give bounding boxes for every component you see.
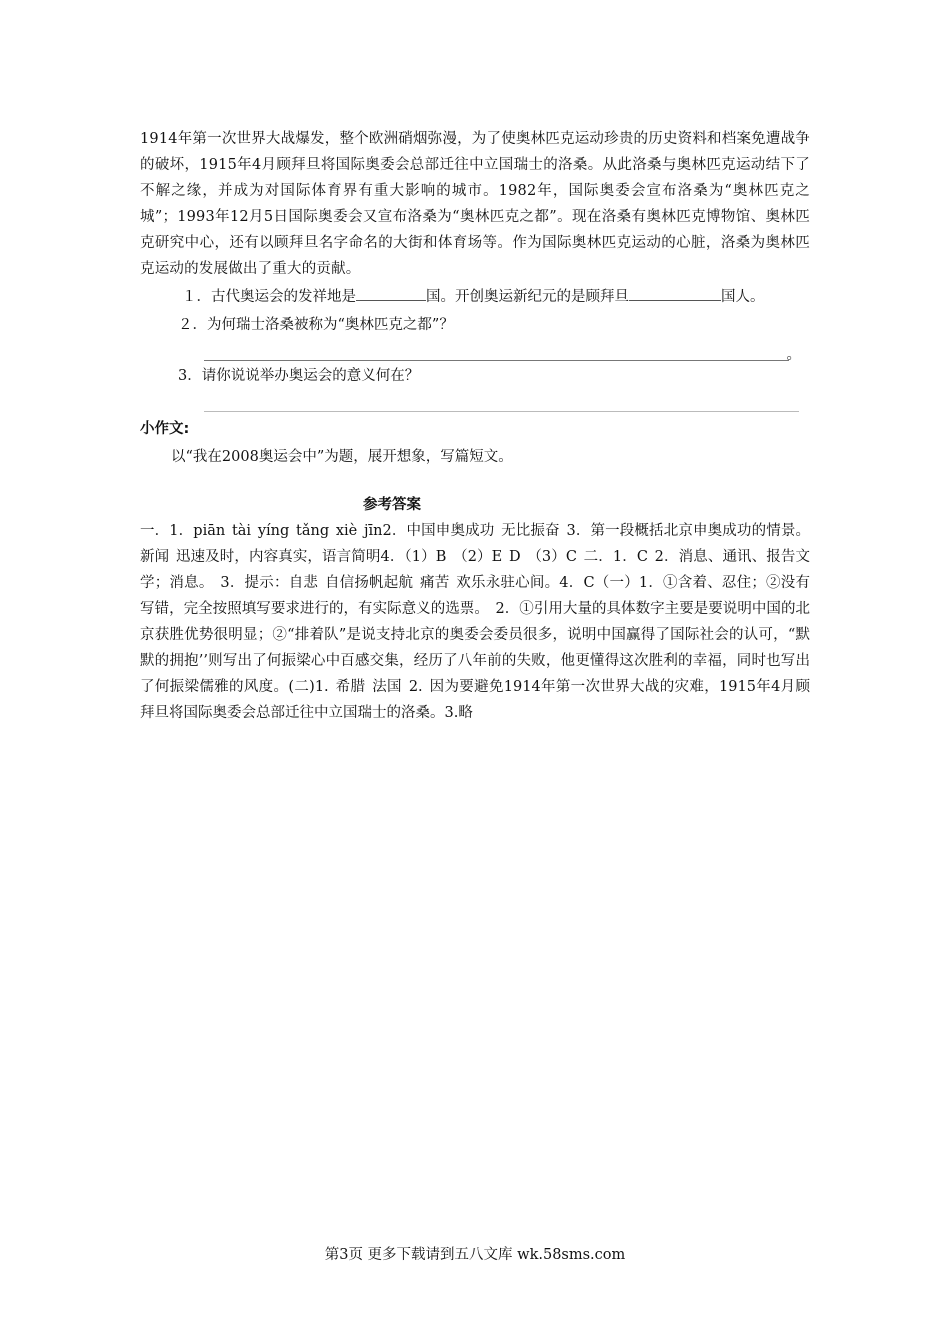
answer-blank-2[interactable] (629, 284, 721, 301)
question-1-part3: 国人。 (721, 289, 765, 305)
answer-line-2[interactable] (204, 338, 801, 363)
question-1 (140, 284, 810, 310)
question-3: 3．请你说说举办奥运会的意义何在？ (178, 368, 420, 384)
answer-blank-1[interactable] (356, 284, 426, 301)
essay-prompt: 以“我在2008奥运会中”为题，展开想象，写篇短文。 (171, 449, 513, 465)
answers-title: 参考答案 (363, 497, 421, 513)
question-1-part2: 国。开创奥运新纪元的是顾拜旦 (426, 289, 629, 305)
answers-body: 一．1．piān tài yíng tǎng xiè jīn2．中国申奥成功 无比振奋 3．第一段概括北京申奥成功的情景。新闻 迅速及时，内容真实，语言简明4．（1）B （2）E D （3）C 二．1．C 2．消息、通讯、报告文学；消息。 3．提示：自悲 自信扬帆起航 痛苦 欢乐永驻心间。4．C（一）1．①含着、忍住；②没有写错，完全按照填写要求进行的，有实际意义的选票。 2．①引用大量的具体数字主要是要说明中国的北京获胜优势很明显；②“排着队”是说支持北京的奥委会委员很多，说明中国赢得了国际社会的认可，“默默的拥抱’’则写出了何振梁心中百感交集，经历了八年前的失败，他更懂得这次胜利的幸福，同时也写出了何振梁儒雅的风度。(二)1. 希腊 法国 2. 因为要避免1914年第一次世界大战的灾难，1915年4月顾拜旦将国际奥委会总部迁往中立国瑞士的洛桑。3.略 (140, 523, 810, 721)
answer-line-3[interactable] (204, 389, 799, 412)
reading-passage: 1914年第一次世界大战爆发，整个欧洲硝烟弥漫，为了使奥林匹克运动珍贵的历史资料和档案免遭战争的破坏，1915年4月顾拜旦将国际奥委会总部迁往中立国瑞士的洛桑。从此洛桑与奥林匹克运动结下了不解之缘，并成为对国际体育界有重大影响的城市。1982年，国际奥委会宣布洛桑为“奥林匹克之城”；1993年12月5日国际奥委会又宣布洛桑为“奥林匹克之都”。现在洛桑有奥林匹克博物馆、奥林匹克研究中心，还有以顾拜旦名字命名的大街和体育场等。作为国际奥林匹克运动的心脏，洛桑为奥林匹克运动的发展做出了重大的贡献。 (140, 131, 810, 277)
essay-heading: 小作文: (140, 421, 190, 437)
page-content (140, 126, 810, 726)
page-footer: 第3页 更多下载请到五八文库 wk.58sms.com (324, 1247, 626, 1263)
question-2: ２．为何瑞士洛桑被称为“奥林匹克之都”？ (178, 317, 454, 333)
answer-line-2-period: 。 (786, 347, 801, 363)
question-1-part1: １．古代奥运会的发祥地是 (182, 289, 356, 305)
